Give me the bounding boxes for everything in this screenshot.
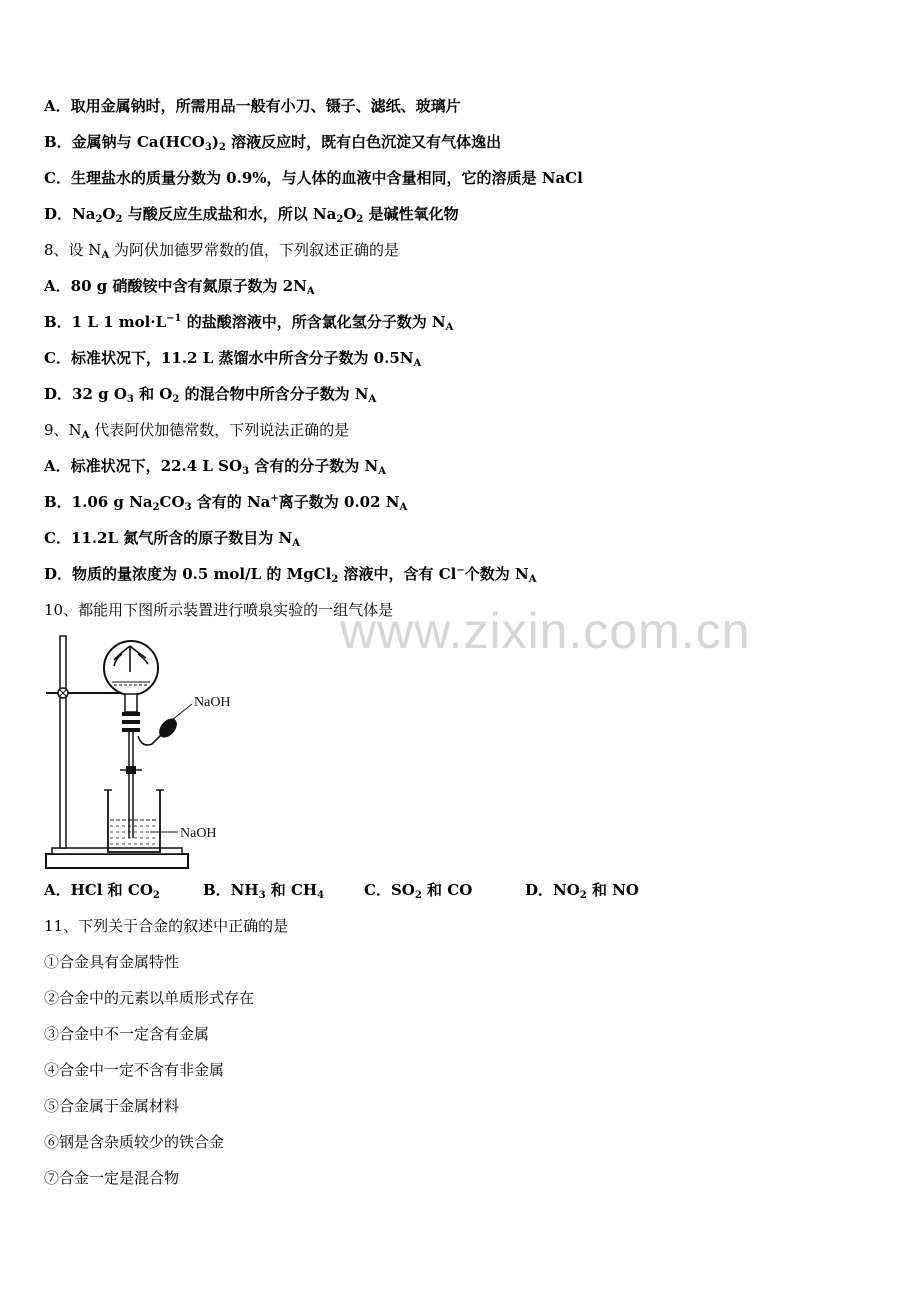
q10-options bbox=[0, 880, 920, 900]
q11-statement-6: ⑥钢是含杂质较少的铁合金 bbox=[44, 1133, 225, 1151]
q11-statement-4: ④合金中一定不含有非金属 bbox=[44, 1061, 225, 1079]
question-10: 10、都能用下图所示装置进行喷泉实验的一组气体是 bbox=[44, 601, 394, 619]
q8-option-d: D．32 g $O_3$ 和 $O_2$ 的混合物中所含分子数为 $N_A$ bbox=[44, 385, 377, 405]
round-bottom-flask bbox=[104, 641, 158, 695]
q7-option-c: C．生理盐水的质量分数为 0.9%，与人体的血液中含量相同，它的溶质是 NaCl bbox=[44, 169, 583, 187]
q7-option-d: D．$Na_2O_2$ 与酸反应生成盐和水，所以 $Na_2O_2$ 是碱性氧化物 bbox=[44, 205, 459, 225]
q11-statement-5: ⑤合金属于金属材料 bbox=[44, 1097, 180, 1115]
question-9: 9、$N_A$ 代表阿伏加德常数，下列说法正确的是 bbox=[44, 421, 350, 441]
q9-option-c: C．11.2L 氮气所含的原子数目为 $N_A$ bbox=[44, 529, 300, 549]
q10-option-b: B．$NH_3$ 和 $CH_4$ bbox=[203, 881, 325, 901]
question-11: 11、下列关于合金的叙述中正确的是 bbox=[44, 917, 289, 935]
stand-rod bbox=[60, 636, 66, 848]
rubber-stopper bbox=[122, 728, 140, 732]
stand-base bbox=[46, 854, 188, 868]
q11-statement-2: ②合金中的元素以单质形式存在 bbox=[44, 989, 255, 1007]
q7-option-b: B．金属钠与 $Ca(HCO_3)_2$ 溶液反应时，既有白色沉淀又有气体逸出 bbox=[44, 133, 502, 153]
q9-option-a: A．标准状况下，22.4 L $SO_3$ 含有的分子数为 $N_A$ bbox=[44, 457, 386, 477]
q10-option-c: C．$SO_2$ 和 CO bbox=[364, 881, 473, 901]
q7-option-a: A．取用金属钠时，所需用品一般有小刀、镊子、滤纸、玻璃片 bbox=[44, 97, 461, 115]
naoh-label-dropper: NaOH bbox=[194, 695, 231, 710]
q11-statement-1: ①合金具有金属特性 bbox=[44, 953, 180, 971]
watermark: www.zixin.com.cn bbox=[340, 603, 751, 659]
q9-option-b: B．1.06 g $Na_2CO_3$ 含有的 Na+离子数为 0.02 $N_A$ bbox=[44, 493, 408, 513]
q8-option-c: C．标准状况下，11.2 L 蒸馏水中所含分子数为 $0.5N_A$ bbox=[44, 349, 422, 369]
stand-base-top bbox=[52, 848, 182, 854]
fountain-experiment-figure bbox=[42, 632, 242, 872]
q11-statement-7: ⑦合金一定是混合物 bbox=[44, 1169, 180, 1187]
q9-option-d: D．物质的量浓度为 0.5 mol/L 的 MgCl$_2$ 溶液中，含有 Cl−个数为 $N_A$ bbox=[44, 565, 537, 585]
apparatus-drawing bbox=[42, 632, 242, 872]
q10-option-d: D．$NO_2$ 和 NO bbox=[525, 881, 639, 901]
q8-option-a: A．80 g 硝酸铵中含有氮原子数为 $2N_A$ bbox=[44, 277, 315, 297]
question-8: 8、设 $N_A$ 为阿伏加德罗常数的值，下列叙述正确的是 bbox=[44, 241, 399, 261]
beaker bbox=[108, 790, 160, 852]
q8-option-b: B．1 L 1 $mol\cdot L^{-1}$ 的盐酸溶液中，所含氯化氢分子数为 $N_A$ bbox=[44, 313, 454, 333]
naoh-label-beaker: NaOH bbox=[180, 826, 217, 841]
q10-option-a: A．HCl 和 $CO_2$ bbox=[44, 881, 160, 901]
q11-statement-3: ③合金中不一定含有金属 bbox=[44, 1025, 210, 1043]
flask-neck bbox=[125, 694, 137, 712]
